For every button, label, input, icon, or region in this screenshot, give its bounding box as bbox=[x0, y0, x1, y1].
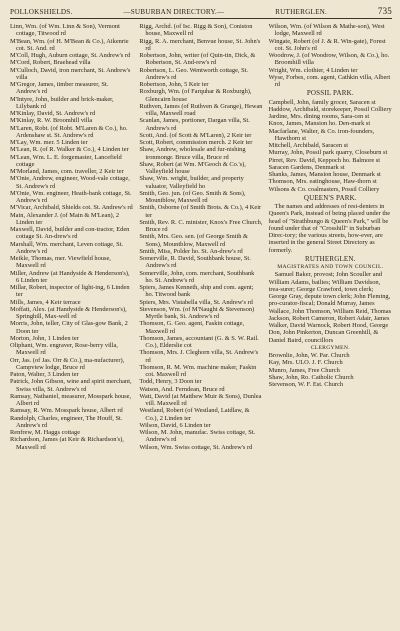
directory-entry: Thomson, R. M. Wm. machine maker, Faskin cot. Maxwell rd bbox=[139, 363, 257, 378]
directory-entry: Mills, James, 4 Keir terrace bbox=[10, 298, 81, 306]
directory-entry: Wilson, M. John, manufac. Swiss cottage, St. Andrew's rd bbox=[139, 429, 256, 444]
header-rule bbox=[10, 18, 392, 19]
directory-entry: Smith, Mrs. Geo. sen. (of George Smith & Sons), Mountblow, Maxwell rd bbox=[139, 233, 249, 248]
directory-entry: Wilson, Wm. (of Wilson & Mathe-son), West lodge, Maxwell rd bbox=[268, 23, 385, 38]
directory-entry: M'Culloch, David, iron merchant, St. Andrew's villa bbox=[10, 66, 131, 81]
directory-entry: Orr, Jas. (of Jas. Orr & Co.), ma-nufacturer), Campview lodge, Bruce rd bbox=[10, 356, 125, 371]
directory-entry: Miller, Andrew (at Handyside & Henderson's), 6 Linden ter bbox=[10, 269, 130, 284]
directory-entry: Todd, Henry, 3 Doon ter bbox=[139, 378, 202, 386]
directory-entry: Scanlan, James, portioner, Dargan villa, St. Andrew's rd bbox=[139, 117, 250, 132]
directory-entry: M'Lean, R. (of R. Walker & Co.), 4 Linden ter bbox=[10, 146, 129, 154]
directory-entry: M'Bean, Wm. (of H. M'Bean & Co.), Aikenrie cot. St. And. rd bbox=[10, 37, 129, 52]
directory-entry: Campbell, John, family grocer, Saracen st bbox=[268, 98, 376, 106]
queens-park-note: The names and addresses of resi-denters in Queen's Park, instead of being placed under the head of "Strathbungo & Queen's Park," will be found under that of "Crosshill" in Suburban Direc-tory; the various streets, how-ever, are inserted in the general Street Directory as formerly. bbox=[268, 203, 391, 254]
directory-entry: M'Morland, James, com. traveller, 2 Keir ter bbox=[10, 168, 124, 175]
header-right: RUTHERGLEN. bbox=[275, 8, 328, 16]
possil-park-entries bbox=[269, 99, 392, 193]
page-header bbox=[10, 6, 392, 16]
directory-entry: Thomson, Mrs. eatinghouse, Haw-thorn st bbox=[268, 178, 377, 186]
column-1 bbox=[10, 23, 133, 451]
directory-entry: M'Cord, Robert, Braehead villa bbox=[10, 59, 91, 67]
directory-entry: Morris, John, teller, City of Glas-gow Bank, 2 Doon ter bbox=[10, 320, 128, 335]
directory-entry: Spiers, Mrs. Vistabella villa, St. Andrew's rd bbox=[139, 298, 253, 306]
directory-entry: M'Kinlay, R. W. Broomhill villa bbox=[10, 117, 93, 125]
directory-entry: Westland, Robert (of Westland, Laidlaw, & Co.), 2 Linden ter bbox=[139, 407, 250, 422]
directory-entry: M'Lean, Wm. L. E. forgemaster, Lancefield cottage bbox=[10, 153, 122, 168]
directory-entry: Randolph, Charles, engineer, The Houff, St. Andrew's rd bbox=[10, 414, 123, 429]
directory-entry: Roxburgh, Wm. (of Farquhar & Roxburgh), Glencairn house bbox=[139, 88, 252, 103]
directory-entry: Shanks, James, Mansion house, Denmark st bbox=[268, 171, 381, 178]
directory-entry: Moffatt, Alex. (at Handyside & Henderson's), Springhill, Max-well rd bbox=[10, 305, 127, 320]
directory-entry: Ruthven, James (of Ruthven & Grange), Hewan villa, Maxwell road bbox=[139, 102, 263, 117]
directory-entry: Main, Alexander J. (of Main & M'Lean), 2 Linden ter bbox=[10, 211, 120, 226]
clergymen-entries bbox=[269, 352, 392, 388]
directory-entry: Millar, Robert, inspector of light-ing, 6 Linden ter bbox=[10, 284, 130, 299]
directory-entry: Watt, David (at Matthew Muir & Sons), Dunlea vill. Maxwell rd bbox=[139, 392, 262, 407]
directory-entry: Robertson, L. Geo. Wentworth cottage, St. Andrew's rd bbox=[139, 66, 249, 81]
directory-entry: Murray, John, Possil park quarry, Closeburn st bbox=[268, 149, 388, 157]
directory-entry: Woodrow, J. (of Woodrow, Wilson, & Co.), ho. Broomhill villa bbox=[268, 52, 390, 67]
column-2 bbox=[139, 23, 262, 451]
directory-entry: M'Onie, Andrew, engineer, Wood-vale cottage, St. Andrew's rd bbox=[10, 175, 130, 190]
column-3 bbox=[269, 23, 392, 451]
rutherglen-heading: RUTHERGLEN. bbox=[305, 254, 356, 263]
directory-entry: M'Gregor, James, timber measurer, St. Andrew's rd bbox=[10, 81, 109, 96]
column-3-entries bbox=[269, 23, 392, 88]
directory-entry: Wingate, Robert (of J. & R. Win-gate), Forest cot. St. John's rd bbox=[268, 37, 386, 52]
directory-entry: Stevenson, W. F. Est. Church bbox=[268, 381, 344, 388]
directory-entry: Ramsay, R. Wm. Mosspark house, Albert rd bbox=[10, 407, 123, 415]
directory-entry: M'Intyre, John, builder and brick-maker, Lilybank rd bbox=[10, 95, 114, 110]
directory-entry: Wilsons & Co. coalmasters, Possil Colliery bbox=[268, 185, 380, 193]
directory-entry: Smith, Geo. jun. (of Geo. Smith & Sons), Mountblow, Maxwell rd bbox=[139, 189, 246, 204]
directory-entry: Shaw, Wm. wright, builder, and property valuator, Valleyfield ho bbox=[139, 175, 244, 190]
directory-entry: Wyse, Forbes, com. agent, Cathkin villa, Albert rd bbox=[268, 73, 391, 88]
directory-entry: Shaw, Robert (at Wm. M'Geoch & Co.'s), Valleyfield house bbox=[139, 160, 246, 175]
rutherglen-council-text: Samuel Baker, provost; John Scouller and William Adams, bailies; William Davidson, trea-surer; George Crawford, town clerk; George Gray, depute town clerk; John Fleming, pro-curator-fiscal; Donald Murray, James Wallace, John Thomson, William Reid, Thomas Jackson, Robert Cameron, Robert Adair, James Walker, David Warnock, Robert Hood, George Don, John Pinkerton, Duncan Greenhill, & Daniel Baird, councillors bbox=[268, 271, 392, 344]
header-center: —SUBURBAN DIRECTORY.— bbox=[123, 8, 225, 16]
possil-park-heading: POSSIL PARK. bbox=[306, 89, 354, 98]
directory-entry: Spiers, James Kenneth, ship and com. agent; ho. Titwood bank bbox=[139, 284, 254, 299]
directory-entry: Robertson, John, writer (of Quin-tin, Dick, & Robertson, St. And-rew's rd bbox=[139, 52, 256, 67]
directory-entry: Jardine, Mrs. dining rooms, Sara-cen st bbox=[268, 113, 370, 120]
directory-entry: Ramsay, Nathaniel, measurer, Mosspark house, Albert rd bbox=[10, 392, 132, 407]
directory-entry: Kay, Mrs. ULO. J. F. Church bbox=[268, 359, 343, 367]
directory-entry: Thomson, James, accountant (G. & S. W. Rail. Co.), Elderslie cot bbox=[139, 334, 259, 349]
directory-entry: Smith, Rev. R. C. minister, Knox's Free Church, Bruce rd bbox=[139, 218, 263, 233]
directory-entry: Maxwell, David, builder and con-tractor, Eden cottage St. An-drew's rd bbox=[10, 226, 130, 241]
directory-columns bbox=[10, 23, 392, 451]
page-number: 735 bbox=[377, 6, 392, 16]
directory-entry: Thomson, Mrs. J. Cleghorn villa, St. Andrew's rd bbox=[139, 349, 259, 364]
directory-entry: Richardson, James (at Keir & Richardson's), Maxwell rd bbox=[10, 436, 124, 451]
directory-entry: M'Onie, Wm. engineer, Heath-bank cottage, St. Andrew's rd bbox=[10, 189, 132, 204]
directory-entry: Renfrew, M. Haggs cottage bbox=[10, 429, 81, 436]
directory-entry: Stevenson, Wm. (of M'Naught & Stevenson) Myrtle bank, St. Andrew's rd bbox=[139, 305, 255, 320]
directory-entry: Munro, James, Free Church bbox=[268, 366, 340, 374]
directory-entry: Smith, Miss, Polder ho. St. An-drew's rd bbox=[139, 247, 243, 255]
directory-entry: Morton, John, 1 Linden ter bbox=[10, 334, 79, 342]
magistrates-heading: MAGISTRATES AND TOWN COUNCIL. bbox=[277, 264, 384, 270]
directory-entry: Saracen Gardens, Denmark st bbox=[268, 163, 345, 171]
directory-entry: Rigg, R. A. merchant, Benvue house, St. John's rd bbox=[139, 37, 261, 52]
directory-entry: Haddow, Archibald, storekeeper, Possil Colliery bbox=[268, 105, 392, 113]
directory-entry: Wilson, Wm. Swiss cottage, St. Andrew's rd bbox=[139, 443, 253, 451]
directory-entry: Somerville, R. David, Southbank house, St. Andrew's rd bbox=[139, 255, 251, 270]
directory-entry: M'Laren, Robt. (of Robt. M'Laren & Co.), ho. Ardenshaw st. St. Andrew's rd bbox=[10, 124, 128, 139]
directory-entry: Brownlie, John, W. Par. Church bbox=[268, 352, 350, 359]
directory-entry: Rigg, Archd. (of Isc. Rigg & Son), Coniston house, Maxwell rd bbox=[139, 23, 253, 38]
directory-entry: Watson, And. Ferndean, Bruce rd bbox=[139, 385, 225, 393]
directory-entry: Linn, Wm. (of Wm. Linn & Son), Vermont cottage, Titwood rd bbox=[10, 23, 120, 38]
directory-entry: Pirret, Rev. David, Keppoch ho. Balmore st bbox=[268, 156, 381, 164]
directory-entry: Meikle, Thomas, mer. Viewfield house, Maxwell rd bbox=[10, 255, 111, 270]
directory-entry: Wilson, David, 6 Linden ter bbox=[139, 421, 211, 429]
clergymen-heading: CLERGYMEN. bbox=[310, 344, 350, 351]
directory-entry: Paton, Walter, 3 Linden ter bbox=[10, 371, 79, 378]
directory-entry: M'Kinlay, David, St. Andrew's rd bbox=[10, 110, 96, 117]
header-left: POLLOKSHIELDS. bbox=[10, 8, 73, 16]
directory-entry: Shaw, John, Ro. Catholic Church bbox=[268, 373, 354, 381]
directory-entry: Oliphant, Wm. engraver, Rose-berry villa, Maxwell rd bbox=[10, 342, 118, 357]
directory-entry: Wright, Wm. clothier, 4 Linden ter bbox=[268, 66, 358, 74]
directory-entry: Patrick, John Gibson, wine and spirit merchant, Swiss villa, St. Andrew's rd bbox=[10, 378, 132, 393]
directory-entry: M'Lay, Wm. mer. 5 Linden ter bbox=[10, 139, 88, 146]
directory-entry: Shaw, Andrew, wholesale and fur-nishing ironmongr. Bruce villa, Bruce rd bbox=[139, 146, 246, 161]
directory-entry: Marshall, Wm. merchant, Leven cottage, St. Andrew's rd bbox=[10, 240, 124, 255]
directory-entry: M'Vicar, Archibald, Shields cot. St. Andrew's rd bbox=[10, 204, 133, 212]
directory-entry: Robertson, John, 5 Keir ter bbox=[139, 81, 209, 88]
directory-entry: Scott, Robert, commission merch. 2 Keir ter bbox=[139, 139, 253, 146]
directory-entry: Somerville, John, com. merchant, Southbank ho. St. Andrew's rd bbox=[139, 269, 255, 284]
directory-entry: Scott, And. (of Scott & M'Laren), 2 Keir ter bbox=[139, 131, 252, 139]
directory-entry: M'Coll, Hugh, Auburn cottage, St. Andrew's rd bbox=[10, 52, 131, 59]
directory-entry: Mitchell, Archibald, Saracen st bbox=[268, 142, 348, 149]
directory-entry: Macfarlane, Walter, & Co. iron-founders, Hawthorn st bbox=[268, 127, 375, 142]
directory-entry: Thomson, G. Geo. agent, Faskin cottage, Maxwell rd bbox=[139, 320, 245, 335]
queens-park-heading: QUEEN'S PARK. bbox=[303, 193, 357, 202]
directory-entry: Smith, Osborne (of Smith Brots. & Co.), 4 Keir ter bbox=[139, 204, 262, 219]
directory-entry: Knox, James, Mansion ho. Den-mark st bbox=[268, 120, 371, 128]
